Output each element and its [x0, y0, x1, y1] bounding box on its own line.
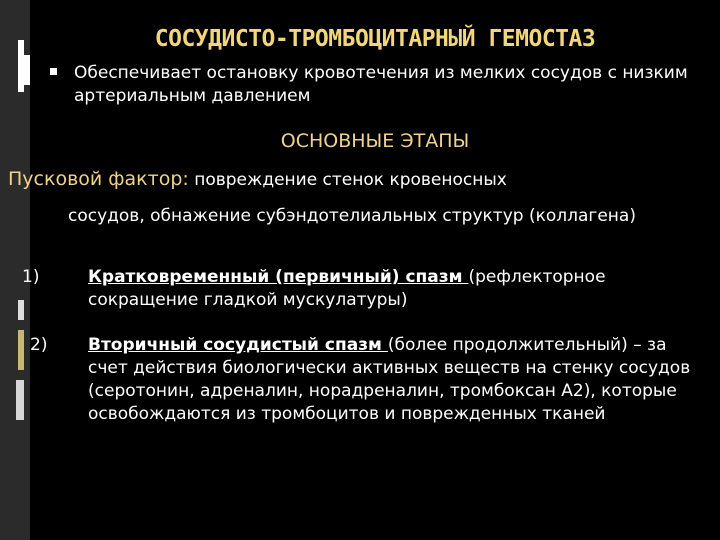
trigger-label: Пусковой фактор: — [8, 168, 189, 190]
trigger-text-line1: повреждение стенок кровеносных — [188, 170, 507, 190]
item-text: (более продолжительный) – за счет действия биологически активных веществ на стенку сосудов (серотонин, адреналин, норадреналин, тромбоксан А2), которые освобождаются из тромбоцитов и поврежденных тканей — [88, 335, 691, 424]
stages-heading: ОСНОВНЫЕ ЭТАПЫ — [280, 130, 470, 152]
bullet-text: Обеспечивает остановку кровотечения из мелких сосудов с низким артериальным давлением — [74, 63, 688, 106]
item-heading: Вторичный сосудистый спазм — [88, 335, 388, 355]
square-bullet-icon — [50, 68, 57, 75]
item-number: 2) — [30, 335, 48, 355]
list-item — [88, 266, 708, 312]
list-item — [88, 334, 708, 426]
slide-title: СОСУДИСТО-ТРОМБОЦИТАРНЫЙ ГЕМОСТАЗ — [154, 26, 596, 52]
trigger-text-continued: сосудов, обнажение субэндотелиальных структур (коллагена) — [68, 206, 636, 226]
item-text: (рефлекторное сокращение гладкой мускулатуры) — [88, 267, 606, 310]
item-heading: Кратковременный (первичный) спазм — [88, 267, 469, 287]
item-number: 1) — [22, 267, 40, 287]
trigger-factor — [8, 168, 708, 192]
